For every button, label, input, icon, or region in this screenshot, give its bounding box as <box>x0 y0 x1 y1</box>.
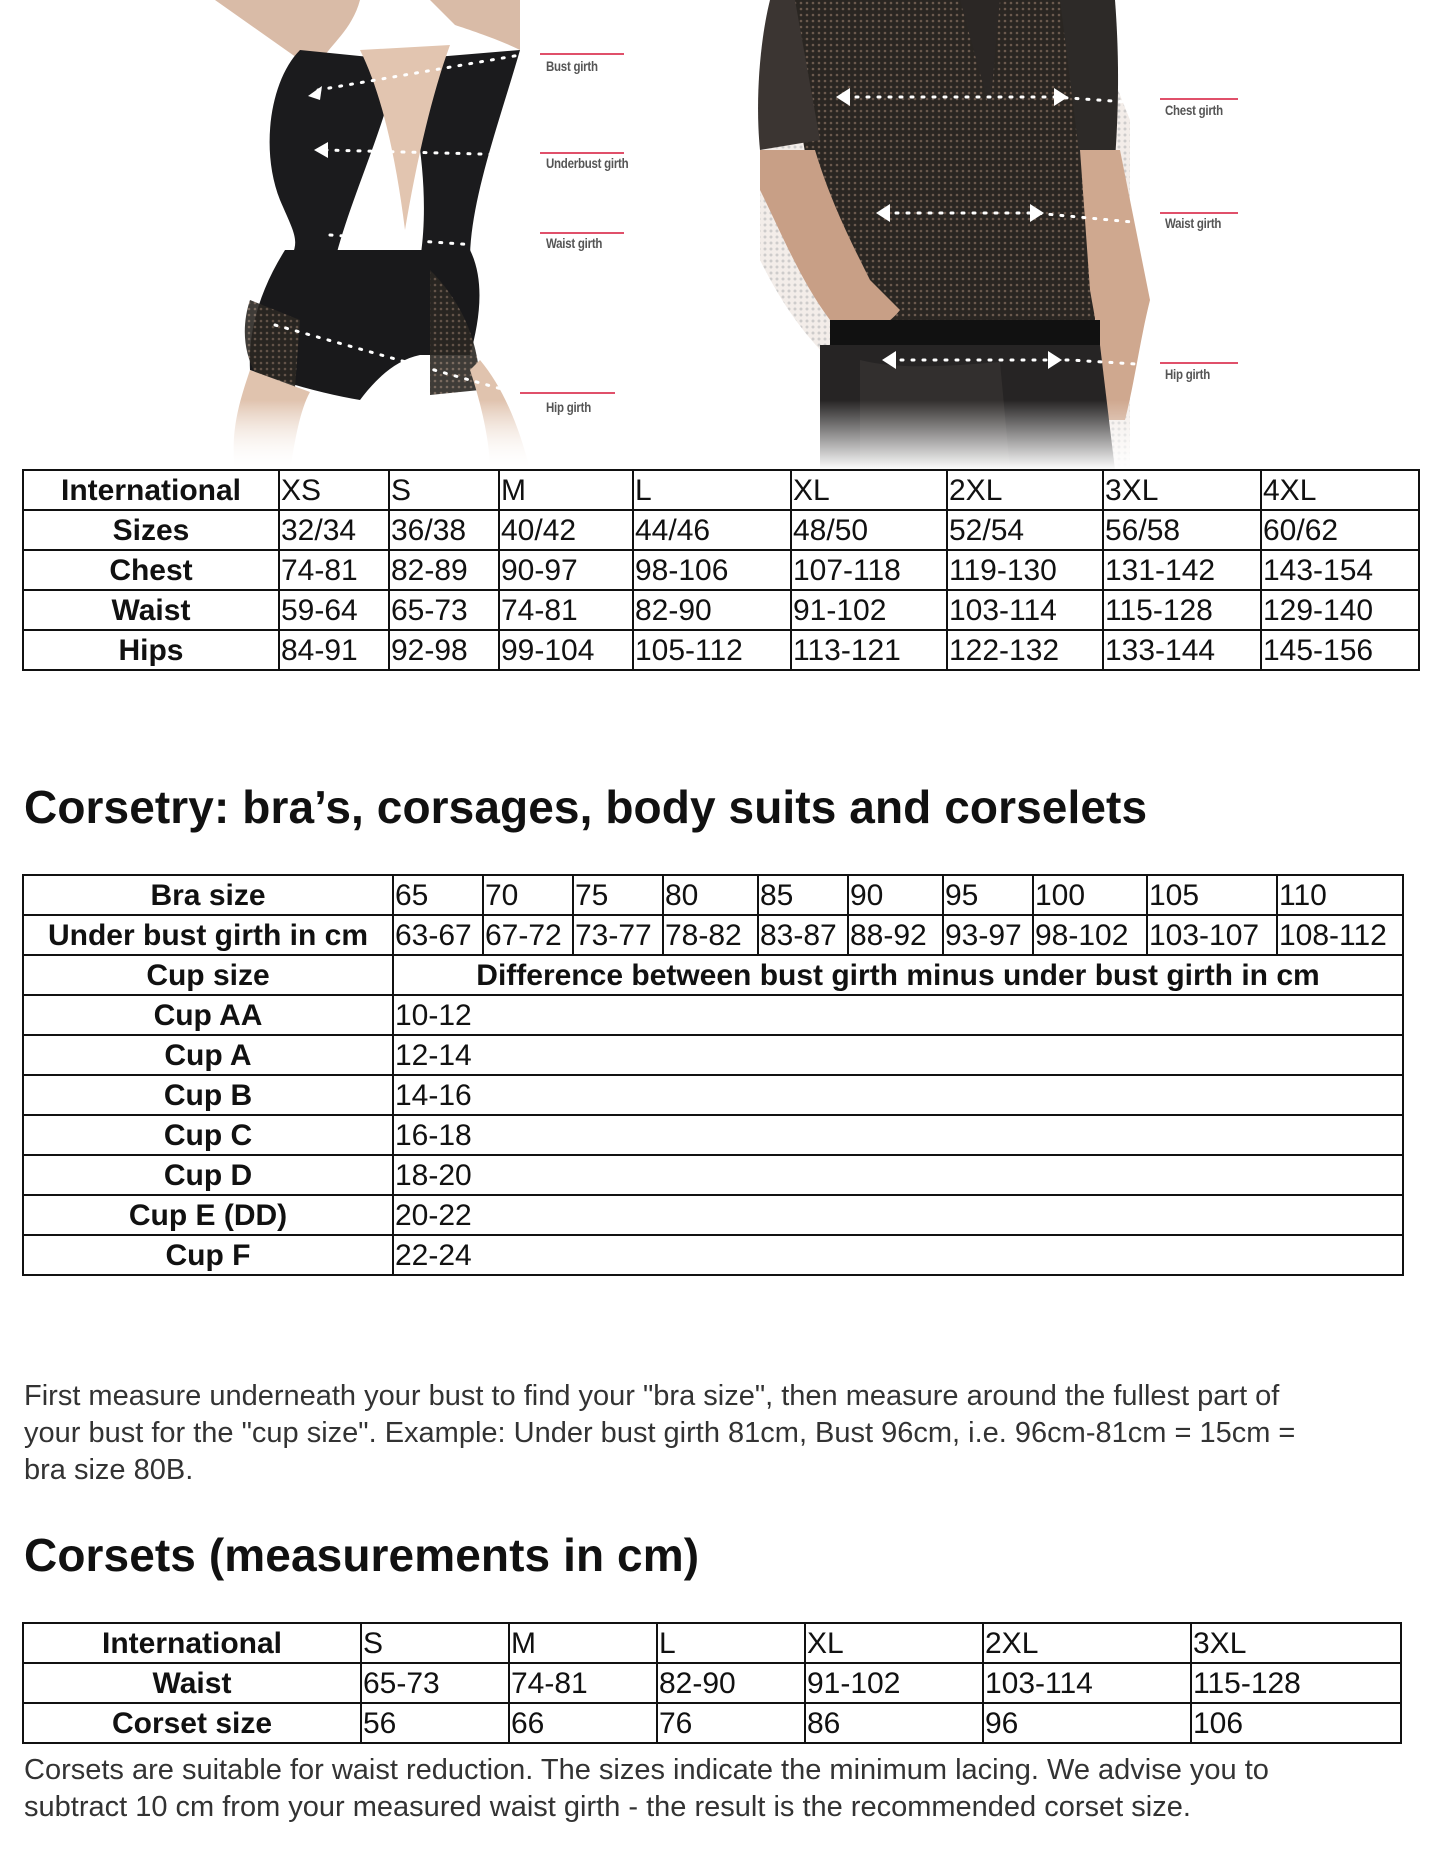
row-header: Bra size <box>23 875 393 915</box>
table-cell: 56 <box>361 1703 509 1743</box>
corset-row <box>23 1663 1401 1703</box>
table-cell: 4XL <box>1261 470 1419 510</box>
corsetry-note: First measure underneath your bust to find your "bra size", then measure around the fullest part of your bust for the "cup size". Example: Under bust girth 81cm, Bust 96cm, i.e. 96cm-81cm = 15cm = bra size 80B. <box>24 1380 1296 1486</box>
table-cell: 92-98 <box>389 630 499 670</box>
table-cell: 85 <box>758 875 848 915</box>
table-cell: 133-144 <box>1103 630 1261 670</box>
table-cell: 99-104 <box>499 630 633 670</box>
underbust-girth-label: Underbust girth <box>546 155 629 171</box>
table-cell: 119-130 <box>947 550 1103 590</box>
table-cell: 105-112 <box>633 630 791 670</box>
table-cell: 82-89 <box>389 550 499 590</box>
table-cell: 63-67 <box>393 915 483 955</box>
table-cell: 10-12 <box>393 995 1403 1035</box>
table-cell: 106 <box>1191 1703 1401 1743</box>
table-cell: 60/62 <box>1261 510 1419 550</box>
table-cell: 107-118 <box>791 550 947 590</box>
table-cell: 66 <box>509 1703 657 1743</box>
table-cell: 14-16 <box>393 1075 1403 1115</box>
size-row <box>23 470 1419 510</box>
table-cell: L <box>633 470 791 510</box>
row-header: Cup D <box>23 1155 393 1195</box>
table-cell: 84-91 <box>279 630 389 670</box>
table-cell: XS <box>279 470 389 510</box>
row-header: Waist <box>23 1663 361 1703</box>
cup-row <box>23 1195 1403 1235</box>
table-cell: 91-102 <box>791 590 947 630</box>
table-cell: 36/38 <box>389 510 499 550</box>
row-header: Hips <box>23 630 279 670</box>
table-cell: 80 <box>663 875 758 915</box>
table-cell: 110 <box>1277 875 1403 915</box>
table-cell: 122-132 <box>947 630 1103 670</box>
table-cell: 145-156 <box>1261 630 1419 670</box>
table-cell: 20-22 <box>393 1195 1403 1235</box>
corset-row <box>23 1703 1401 1743</box>
cup-row <box>23 1035 1403 1075</box>
waist-girth-label-female: Waist girth <box>546 235 603 251</box>
cup-row <box>23 1115 1403 1155</box>
table-cell: XL <box>805 1623 983 1663</box>
size-row <box>23 630 1419 670</box>
table-cell: 52/54 <box>947 510 1103 550</box>
hip-girth-label-female: Hip girth <box>546 399 591 415</box>
size-row <box>23 510 1419 550</box>
size-illustration <box>0 0 1432 470</box>
row-header: Cup F <box>23 1235 393 1275</box>
table-cell: 90 <box>848 875 943 915</box>
cup-row <box>23 1075 1403 1115</box>
bust-girth-label: Bust girth <box>546 58 598 74</box>
table-cell: 131-142 <box>1103 550 1261 590</box>
size-row <box>23 550 1419 590</box>
table-cell: 93-97 <box>943 915 1033 955</box>
male-figure <box>0 0 1432 470</box>
table-cell: 73-77 <box>573 915 663 955</box>
female-figure <box>0 0 1432 470</box>
table-cell: 56/58 <box>1103 510 1261 550</box>
row-header: Sizes <box>23 510 279 550</box>
table-cell: 2XL <box>947 470 1103 510</box>
bra-size-table <box>22 874 1404 1276</box>
table-cell: 98-106 <box>633 550 791 590</box>
corsets-heading: Corsets (measurements in cm) <box>24 1529 700 1581</box>
table-cell: S <box>389 470 499 510</box>
table-cell: 76 <box>657 1703 805 1743</box>
row-header: Cup E (DD) <box>23 1195 393 1235</box>
table-cell: M <box>509 1623 657 1663</box>
cup-row <box>23 1155 1403 1195</box>
table-cell: 74-81 <box>499 590 633 630</box>
table-cell: 48/50 <box>791 510 947 550</box>
cup-row <box>23 1235 1403 1275</box>
table-cell: 143-154 <box>1261 550 1419 590</box>
table-cell: 44/46 <box>633 510 791 550</box>
corset-size-table <box>22 1622 1402 1744</box>
table-cell: 95 <box>943 875 1033 915</box>
row-header: Chest <box>23 550 279 590</box>
table-cell: 82-90 <box>633 590 791 630</box>
table-cell: 3XL <box>1191 1623 1401 1663</box>
table-cell: 74-81 <box>279 550 389 590</box>
table-cell: 103-114 <box>947 590 1103 630</box>
table-cell: 12-14 <box>393 1035 1403 1075</box>
table-cell: 103-114 <box>983 1663 1191 1703</box>
table-cell: 103-107 <box>1147 915 1277 955</box>
row-header: Cup B <box>23 1075 393 1115</box>
figures-graphic <box>0 0 1432 470</box>
row-header: Cup size <box>23 955 393 995</box>
table-cell: 86 <box>805 1703 983 1743</box>
table-cell: 115-128 <box>1103 590 1261 630</box>
table-cell: 96 <box>983 1703 1191 1743</box>
table-cell: 70 <box>483 875 573 915</box>
table-cell: 83-87 <box>758 915 848 955</box>
table-cell: 40/42 <box>499 510 633 550</box>
hip-girth-label-male: Hip girth <box>1165 366 1210 382</box>
table-cell: 18-20 <box>393 1155 1403 1195</box>
table-cell: L <box>657 1623 805 1663</box>
row-header: International <box>23 470 279 510</box>
table-cell: 22-24 <box>393 1235 1403 1275</box>
table-cell: 65-73 <box>389 590 499 630</box>
table-cell: 65 <box>393 875 483 915</box>
table-cell: 65-73 <box>361 1663 509 1703</box>
cup-header-note: Difference between bust girth minus under bust girth in cm <box>393 955 1403 995</box>
table-cell: 59-64 <box>279 590 389 630</box>
table-cell: 100 <box>1033 875 1147 915</box>
table-cell: 105 <box>1147 875 1277 915</box>
table-cell: 32/34 <box>279 510 389 550</box>
international-size-table <box>22 469 1420 671</box>
chest-girth-label: Chest girth <box>1165 102 1223 118</box>
corsets-note: Corsets are suitable for waist reduction. The sizes indicate the minimum lacing. We advise you to subtract 10 cm from your measured waist girth - the result is the recommended corset size. <box>24 1754 1269 1823</box>
table-cell: 82-90 <box>657 1663 805 1703</box>
table-cell: 16-18 <box>393 1115 1403 1155</box>
table-cell: 113-121 <box>791 630 947 670</box>
table-cell: 75 <box>573 875 663 915</box>
bra-row <box>23 915 1403 955</box>
row-header: Cup A <box>23 1035 393 1075</box>
table-cell: 115-128 <box>1191 1663 1401 1703</box>
table-cell: M <box>499 470 633 510</box>
table-cell: 3XL <box>1103 470 1261 510</box>
table-cell: 108-112 <box>1277 915 1403 955</box>
corsetry-heading: Corsetry: bra’s, corsages, body suits and corselets <box>24 781 1148 833</box>
row-header: Waist <box>23 590 279 630</box>
corset-row <box>23 1623 1401 1663</box>
cup-row <box>23 995 1403 1035</box>
table-cell: 2XL <box>983 1623 1191 1663</box>
row-header: Cup C <box>23 1115 393 1155</box>
table-cell: 78-82 <box>663 915 758 955</box>
cup-size-header-row <box>23 955 1403 995</box>
table-cell: 98-102 <box>1033 915 1147 955</box>
row-header: Under bust girth in cm <box>23 915 393 955</box>
table-cell: 90-97 <box>499 550 633 590</box>
table-cell: 129-140 <box>1261 590 1419 630</box>
table-cell: 74-81 <box>509 1663 657 1703</box>
table-cell: 88-92 <box>848 915 943 955</box>
waist-girth-label-male: Waist girth <box>1165 215 1222 231</box>
table-cell: S <box>361 1623 509 1663</box>
table-cell: XL <box>791 470 947 510</box>
size-row <box>23 590 1419 630</box>
row-header: Corset size <box>23 1703 361 1743</box>
row-header: International <box>23 1623 361 1663</box>
table-cell: 91-102 <box>805 1663 983 1703</box>
bra-row <box>23 875 1403 915</box>
table-cell: 67-72 <box>483 915 573 955</box>
row-header: Cup AA <box>23 995 393 1035</box>
